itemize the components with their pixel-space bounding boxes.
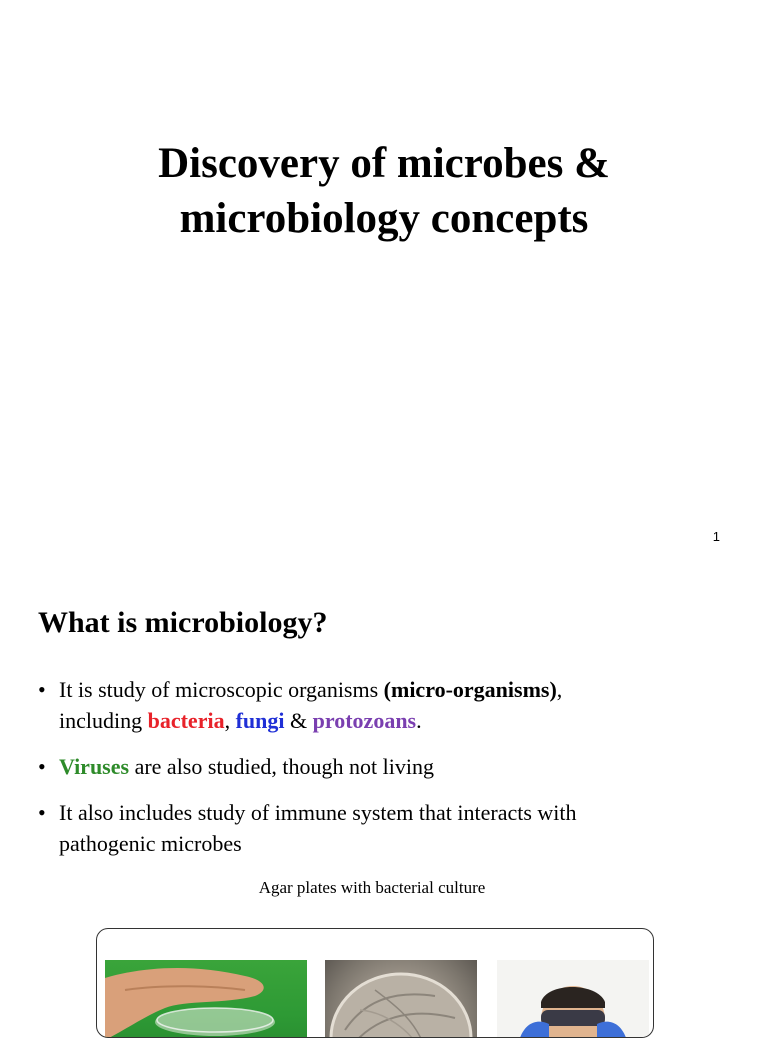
slide-number: 1 xyxy=(712,529,720,544)
bullet-text: , xyxy=(224,708,236,733)
bullet-dot-icon: • xyxy=(38,754,46,779)
slide-heading: What is microbiology? xyxy=(38,606,328,639)
bullet-text: . xyxy=(416,708,422,733)
bullet-item xyxy=(38,674,678,736)
bacteria-term: bacteria xyxy=(147,708,225,733)
bullet-dot-icon: • xyxy=(38,677,46,702)
agar-plate-image xyxy=(325,960,477,1038)
bullet-text: including xyxy=(59,708,148,733)
image-caption: Agar plates with bacterial culture xyxy=(258,878,486,897)
protozoans-term: protozoans xyxy=(312,708,417,733)
bullet-text: & xyxy=(284,708,313,733)
bullet-dot-icon: • xyxy=(38,800,46,825)
viruses-term: Viruses xyxy=(59,754,130,779)
person-with-goggles-photo xyxy=(497,960,649,1038)
hand-holding-plate-photo xyxy=(105,960,307,1038)
title-line-1: Discovery of microbes & xyxy=(158,140,610,187)
agar-plate-photo xyxy=(325,960,477,1038)
bullet-item xyxy=(38,797,678,859)
title-line-2: microbiology concepts xyxy=(179,195,589,242)
person-goggles-image xyxy=(497,960,649,1038)
content-slide xyxy=(0,560,768,1024)
bullet-text: , xyxy=(556,677,563,702)
bullet-item xyxy=(38,751,678,782)
hand-with-plate-image xyxy=(105,960,307,1038)
slide-title xyxy=(60,136,708,246)
bullet-text: are also studied, though not living xyxy=(129,754,434,779)
photo-frame xyxy=(96,928,654,1038)
bullet-list xyxy=(38,674,678,874)
bullet-text: It also includes study of immune system that interacts with pathogenic microbes xyxy=(59,800,577,856)
fungi-term: fungi xyxy=(235,708,285,733)
micro-organisms-term: (micro-organisms) xyxy=(383,677,557,702)
bullet-text: It is study of microscopic organisms xyxy=(59,677,384,702)
